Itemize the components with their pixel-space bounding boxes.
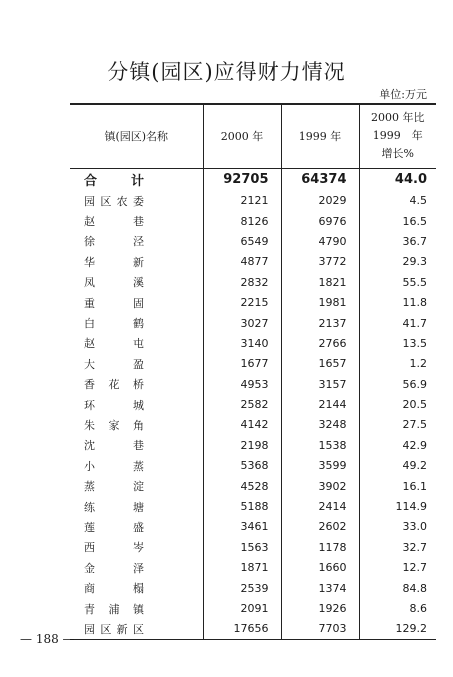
cell-1999-text: 3248 [318, 418, 347, 432]
cell-name [70, 374, 203, 394]
cell-1999 [281, 272, 359, 292]
cell-2000 [203, 211, 281, 231]
cell-name-text: 园区农委 [84, 194, 144, 208]
cell-name-text: 华 新 [84, 255, 144, 269]
cell-growth [359, 476, 436, 496]
cell-2000-text: 2215 [240, 296, 269, 310]
table-row [70, 313, 436, 333]
table-row [70, 558, 436, 578]
cell-1999 [281, 292, 359, 312]
cell-1999 [281, 333, 359, 353]
header-2000: 2000 年 [203, 104, 281, 168]
cell-2000-text: 2121 [240, 194, 269, 208]
cell-1999 [281, 537, 359, 557]
cell-growth [359, 374, 436, 394]
cell-2000 [203, 272, 281, 292]
cell-growth [359, 231, 436, 251]
cell-name [70, 272, 203, 292]
cell-growth-text: 33.0 [402, 520, 427, 534]
cell-1999 [281, 598, 359, 618]
cell-1999-text: 64374 [301, 172, 347, 187]
cell-name [70, 394, 203, 414]
cell-growth [359, 252, 436, 272]
header-growth [359, 104, 436, 168]
cell-1999-text: 1538 [318, 438, 347, 452]
cell-name-text: 金 泽 [84, 561, 144, 575]
cell-2000 [203, 517, 281, 537]
cell-2000-text: 1677 [240, 357, 269, 371]
cell-name-text: 白 鹤 [84, 317, 144, 331]
table-row [70, 394, 436, 414]
cell-name [70, 537, 203, 557]
cell-1999 [281, 168, 359, 191]
total-row [70, 168, 436, 191]
cell-2000-text: 4142 [240, 418, 269, 432]
cell-2000-text: 2091 [240, 602, 269, 615]
cell-growth-text: 36.7 [402, 234, 427, 248]
cell-2000-text: 4528 [240, 479, 269, 493]
cell-2000-text: 4877 [240, 255, 269, 269]
cell-growth [359, 496, 436, 516]
cell-growth [359, 211, 436, 231]
cell-growth-text: 84.8 [402, 581, 427, 595]
page-title: 分镇(园区)应得财力情况 [107, 60, 346, 84]
cell-name [70, 231, 203, 251]
cell-2000-text: 2582 [240, 398, 269, 412]
table-row [70, 619, 436, 639]
cell-1999 [281, 415, 359, 435]
table-row [70, 598, 436, 618]
cell-1999 [281, 476, 359, 496]
cell-growth-text: 32.7 [402, 540, 427, 554]
cell-growth-text: 16.5 [402, 214, 427, 228]
cell-2000-text: 92705 [223, 172, 269, 187]
cell-1999 [281, 313, 359, 333]
cell-2000-text: 1563 [240, 540, 269, 554]
cell-2000-text: 3461 [240, 520, 269, 534]
cell-growth [359, 292, 436, 312]
cell-1999 [281, 456, 359, 476]
cell-2000-text: 2539 [240, 581, 269, 595]
cell-1999 [281, 496, 359, 516]
cell-name-text: 朱家角 [84, 418, 144, 432]
cell-2000-text: 3027 [240, 316, 269, 330]
table-row [70, 211, 436, 231]
cell-growth [359, 168, 436, 191]
cell-growth [359, 456, 436, 476]
cell-2000 [203, 415, 281, 435]
cell-2000-text: 2198 [240, 438, 269, 452]
cell-name [70, 252, 203, 272]
table-row [70, 496, 436, 516]
cell-growth [359, 537, 436, 557]
cell-name [70, 496, 203, 516]
cell-growth-text: 114.9 [395, 500, 427, 514]
table-header-row [70, 104, 436, 168]
cell-1999-text: 3902 [318, 479, 347, 493]
cell-name [70, 415, 203, 435]
cell-1999 [281, 578, 359, 598]
cell-1999-text: 1981 [318, 296, 347, 310]
cell-growth [359, 517, 436, 537]
cell-name [70, 517, 203, 537]
cell-1999 [281, 435, 359, 455]
cell-2000 [203, 619, 281, 639]
header-1999: 1999 年 [281, 104, 359, 168]
table-row [70, 292, 436, 312]
cell-name [70, 292, 203, 312]
cell-growth [359, 191, 436, 211]
table-row [70, 517, 436, 537]
cell-2000 [203, 558, 281, 578]
cell-name [70, 168, 203, 191]
table-row [70, 252, 436, 272]
cell-1999 [281, 252, 359, 272]
cell-growth-text: 44.0 [394, 172, 427, 187]
cell-growth-text: 27.5 [402, 418, 427, 432]
cell-2000 [203, 578, 281, 598]
table-row [70, 456, 436, 476]
cell-growth-text: 13.5 [402, 336, 427, 350]
cell-name-text: 香花桥 [84, 378, 144, 392]
cell-2000 [203, 231, 281, 251]
cell-1999-text: 3772 [318, 255, 347, 269]
cell-growth [359, 354, 436, 374]
cell-name-text: 莲 盛 [84, 520, 144, 534]
cell-2000 [203, 168, 281, 191]
cell-name [70, 313, 203, 333]
unit-label: 单位:万元 [379, 88, 427, 101]
cell-1999 [281, 558, 359, 578]
cell-name-text: 练 塘 [84, 500, 144, 514]
cell-name-text: 重 固 [84, 296, 144, 310]
cell-name [70, 456, 203, 476]
cell-growth-text: 4.5 [409, 194, 427, 208]
cell-1999-text: 1660 [318, 561, 347, 575]
cell-name-text: 园区新区 [84, 622, 144, 636]
cell-name [70, 211, 203, 231]
cell-1999 [281, 191, 359, 211]
cell-2000 [203, 496, 281, 516]
cell-growth [359, 415, 436, 435]
table-row [70, 537, 436, 557]
cell-growth-text: 29.3 [402, 255, 427, 269]
table-row [70, 435, 436, 455]
cell-2000 [203, 394, 281, 414]
cell-growth-text: 55.5 [402, 275, 427, 289]
page-number: — 188 — [20, 632, 75, 646]
cell-2000-text: 1871 [240, 561, 269, 575]
cell-2000-text: 8126 [240, 214, 269, 228]
cell-1999-text: 1374 [318, 581, 347, 595]
cell-name [70, 558, 203, 578]
cell-1999-text: 7703 [318, 622, 347, 636]
cell-2000-text: 4953 [240, 377, 269, 391]
cell-growth-text: 49.2 [402, 459, 427, 473]
cell-1999-text: 2766 [318, 336, 347, 350]
cell-name-text: 小 蒸 [84, 459, 144, 473]
cell-growth-text: 11.8 [402, 296, 427, 310]
cell-1999-text: 2144 [318, 398, 347, 412]
cell-2000 [203, 476, 281, 496]
cell-1999-text: 1821 [318, 275, 347, 289]
cell-growth [359, 435, 436, 455]
cell-growth [359, 558, 436, 578]
cell-growth [359, 394, 436, 414]
cell-growth [359, 313, 436, 333]
cell-1999-text: 2137 [318, 316, 347, 330]
cell-2000 [203, 537, 281, 557]
cell-1999-text: 1178 [318, 540, 347, 554]
cell-growth-text: 8.6 [409, 602, 427, 615]
cell-2000-text: 6549 [240, 234, 269, 248]
table-row [70, 191, 436, 211]
cell-growth [359, 333, 436, 353]
cell-1999 [281, 619, 359, 639]
cell-name [70, 598, 203, 618]
cell-1999 [281, 231, 359, 251]
cell-1999-text: 3599 [318, 459, 347, 473]
cell-growth-text: 56.9 [402, 377, 427, 391]
cell-growth-text: 42.9 [402, 438, 427, 452]
cell-name-text: 合 计 [84, 174, 144, 189]
cell-2000 [203, 313, 281, 333]
cell-1999 [281, 354, 359, 374]
cell-1999-text: 4790 [318, 234, 347, 248]
table-row [70, 354, 436, 374]
header-growth-line1: 2000 年比 [371, 111, 425, 125]
table-row [70, 578, 436, 598]
finance-table [70, 103, 436, 640]
table-row [70, 231, 436, 251]
cell-name-text: 赵 屯 [84, 337, 144, 351]
cell-name-text: 徐 泾 [84, 235, 144, 249]
cell-2000 [203, 354, 281, 374]
cell-growth [359, 578, 436, 598]
table-row [70, 272, 436, 292]
cell-name-text: 环 城 [84, 398, 144, 412]
cell-name [70, 354, 203, 374]
cell-2000-text: 17656 [233, 622, 269, 636]
cell-1999-text: 1657 [318, 357, 347, 371]
cell-1999-text: 6976 [318, 214, 347, 228]
header-name: 镇(园区)名称 [70, 104, 203, 168]
cell-growth [359, 619, 436, 639]
cell-name-text: 赵 巷 [84, 215, 144, 229]
cell-name-text: 大 盈 [84, 357, 144, 371]
table-row [70, 333, 436, 353]
cell-name [70, 476, 203, 496]
cell-1999-text: 1926 [318, 602, 347, 615]
cell-2000 [203, 292, 281, 312]
cell-1999-text: 3157 [318, 377, 347, 391]
cell-1999 [281, 211, 359, 231]
cell-1999-text: 2602 [318, 520, 347, 534]
cell-2000 [203, 598, 281, 618]
cell-1999 [281, 517, 359, 537]
cell-growth-text: 1.2 [409, 357, 427, 371]
header-growth-line3: 增长% [381, 147, 414, 161]
cell-name [70, 578, 203, 598]
cell-2000 [203, 252, 281, 272]
cell-growth [359, 598, 436, 618]
cell-1999 [281, 374, 359, 394]
header-growth-line2: 1999 年 [372, 129, 423, 143]
table-row [70, 476, 436, 496]
cell-2000 [203, 191, 281, 211]
cell-name [70, 619, 203, 639]
cell-2000 [203, 435, 281, 455]
table-row [70, 415, 436, 435]
cell-growth-text: 16.1 [402, 479, 427, 493]
cell-name-text: 沈 巷 [84, 439, 144, 453]
cell-2000 [203, 333, 281, 353]
cell-name-text: 西 岑 [84, 541, 144, 555]
cell-name-text: 商 榻 [84, 582, 144, 596]
cell-2000 [203, 456, 281, 476]
cell-2000-text: 5188 [240, 500, 269, 514]
cell-name-text: 蒸 淀 [84, 480, 144, 494]
cell-name [70, 333, 203, 353]
cell-1999-text: 2029 [318, 194, 347, 208]
cell-2000-text: 5368 [240, 459, 269, 473]
cell-1999 [281, 394, 359, 414]
table-row [70, 374, 436, 394]
cell-name [70, 191, 203, 211]
cell-name-text: 青浦镇 [84, 602, 144, 616]
cell-2000-text: 3140 [240, 336, 269, 350]
cell-growth-text: 41.7 [402, 316, 427, 330]
cell-growth-text: 12.7 [402, 561, 427, 575]
table-body [70, 168, 436, 639]
cell-name [70, 435, 203, 455]
cell-name-text: 凤 溪 [84, 276, 144, 290]
cell-growth-text: 129.2 [395, 622, 427, 636]
cell-2000-text: 2832 [240, 275, 269, 289]
cell-2000 [203, 374, 281, 394]
cell-growth [359, 272, 436, 292]
cell-1999-text: 2414 [318, 500, 347, 514]
cell-growth-text: 20.5 [402, 398, 427, 412]
